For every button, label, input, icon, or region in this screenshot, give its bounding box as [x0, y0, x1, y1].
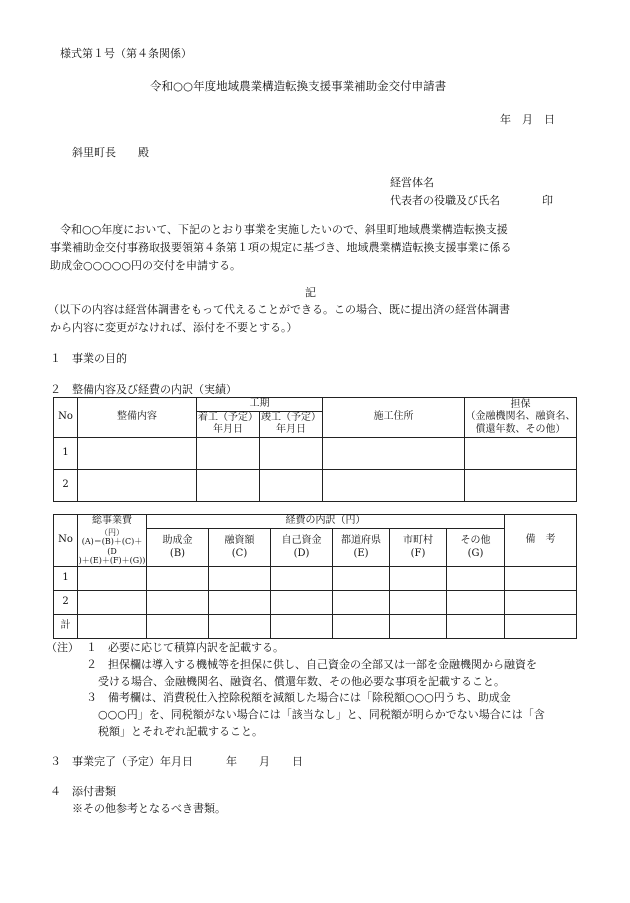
representative-label: 代表者の役職及び氏名 [390, 194, 500, 207]
cost-cell[interactable] [147, 566, 209, 590]
col-header-no: No [54, 398, 78, 438]
costs-table [53, 514, 577, 639]
col-header-period: 工期 [197, 398, 323, 412]
body-line-1: 令和○○年度において、下記のとおり事業を実施したいので、斜里町地域農業構造転換支援 [60, 223, 508, 236]
cost-cell[interactable] [447, 566, 505, 590]
form-id: 様式第１号（第４条関係） [60, 47, 192, 60]
cost-cell[interactable] [333, 566, 390, 590]
note-1: １ 必要に応じて積算内訳を記載する。 [86, 641, 284, 654]
note-3b: ○○○円」を、同税額がない場合には「該当なし」と、同税額が明らかでない場合には「含 [98, 708, 545, 721]
cost-cell[interactable] [209, 590, 271, 614]
collateral-cell[interactable] [465, 437, 577, 469]
content-cell[interactable] [78, 437, 197, 469]
works-table [53, 397, 577, 502]
col-header-municipality: 市町村 (F) [390, 529, 447, 567]
end-cell[interactable] [260, 469, 323, 501]
body-line-2: 事業補助金交付事務取扱要領第４条第１項の規定に基づき、地域農業構造転換支援事業に係る [50, 241, 512, 254]
cost-cell[interactable] [390, 590, 447, 614]
cost-cell[interactable] [390, 566, 447, 590]
row-no: 2 [54, 469, 78, 501]
cost-cell[interactable] [271, 590, 333, 614]
cost-cell[interactable] [447, 590, 505, 614]
note-line-2: から内容に変更がなければ、添付を不要とする。） [50, 321, 298, 334]
recipient: 斜里町長 殿 [72, 146, 149, 159]
col-header-content: 整備内容 [78, 398, 197, 438]
section-3-completion-date: ３ 事業完了（予定）年月日 年 月 日 [50, 755, 303, 768]
cost-cell[interactable] [147, 614, 209, 638]
note-3a: ３ 備考欄は、消費税仕入控除税額を減額した場合には「除税額○○○円うち、助成金 [86, 691, 511, 704]
cost-cell[interactable] [447, 614, 505, 638]
address-cell[interactable] [323, 437, 465, 469]
row-total-label: 計 [54, 614, 78, 638]
table-row-total [54, 614, 577, 638]
content-cell[interactable] [78, 469, 197, 501]
start-cell[interactable] [197, 469, 260, 501]
address-cell[interactable] [323, 469, 465, 501]
cost-cell[interactable] [209, 566, 271, 590]
seal-mark: 印 [542, 194, 553, 207]
note-3c: 税額」とそれぞれ記載すること。 [98, 725, 263, 738]
cost-cell[interactable] [78, 590, 147, 614]
remarks-cell[interactable] [505, 590, 577, 614]
section-1-heading: １ 事業の目的 [50, 352, 127, 365]
col-header-address: 施工住所 [323, 398, 465, 438]
col-header-collateral: 担保 （金融機関名、融資名、 償還年数、その他） [465, 398, 577, 438]
table-row [54, 590, 577, 614]
col-header-own-funds: 自己資金 (D) [271, 529, 333, 567]
cost-cell[interactable] [209, 614, 271, 638]
end-cell[interactable] [260, 437, 323, 469]
cost-cell[interactable] [147, 590, 209, 614]
cost-cell[interactable] [333, 590, 390, 614]
col-header-remarks: 備 考 [505, 515, 577, 567]
table-row [54, 566, 577, 590]
col-header-end: 竣工（予定） 年月日 [261, 411, 321, 435]
col-header-start: 着工（予定） 年月日 [198, 411, 258, 435]
col-header-loan: 融資額 (C) [209, 529, 271, 567]
section-4-heading: ４ 添付書類 [50, 785, 116, 798]
collateral-cell[interactable] [465, 469, 577, 501]
cost-cell[interactable] [271, 614, 333, 638]
col-header-subsidy: 助成金 (B) [147, 529, 209, 567]
note-2a: ２ 担保欄は導入する機械等を担保に供し、自己資金の全部又は一部を金融機関から融資を [86, 658, 537, 671]
cost-cell[interactable] [271, 566, 333, 590]
table-row [54, 469, 577, 501]
row-no: 1 [54, 437, 78, 469]
cost-cell[interactable] [78, 566, 147, 590]
table-row [54, 437, 577, 469]
note-2b: 受ける場合、金融機関名、融資名、償還年数、その他必要な事項を記載すること。 [98, 675, 505, 688]
body-line-3: 助成金○○○○○円の交付を申請する。 [50, 259, 241, 272]
cost-cell[interactable] [78, 614, 147, 638]
row-no: 1 [54, 566, 78, 590]
attachment-note: ※その他参考となるべき書類。 [72, 802, 226, 815]
start-cell[interactable] [197, 437, 260, 469]
remarks-cell[interactable] [505, 614, 577, 638]
col-header-prefecture: 都道府県 (E) [333, 529, 390, 567]
col-header-other: その他 (G) [447, 529, 505, 567]
entity-name-label: 経営体名 [390, 176, 434, 189]
col-header-no: No [54, 515, 78, 567]
col-header-total: 総事業費 （円） (A)＝(B)＋(C)＋(D )＋(E)＋(F)＋(G)) [78, 515, 146, 566]
note-line-1: （以下の内容は経営体調書をもって代えることができる。この場合、既に提出済の経営体調書 [48, 303, 510, 316]
document-title: 令和○○年度地域農業構造転換支援事業補助金交付申請書 [150, 79, 447, 93]
remarks-cell[interactable] [505, 566, 577, 590]
cost-cell[interactable] [333, 614, 390, 638]
date-line: 年 月 日 [500, 113, 555, 126]
row-no: 2 [54, 590, 78, 614]
notes-label: （注） [46, 641, 79, 654]
section-2-heading: ２ 整備内容及び経費の内訳（実績） [50, 383, 237, 396]
ki-heading: 記 [305, 286, 316, 299]
cost-cell[interactable] [390, 614, 447, 638]
col-header-breakdown: 経費の内訳（円） [147, 515, 505, 529]
